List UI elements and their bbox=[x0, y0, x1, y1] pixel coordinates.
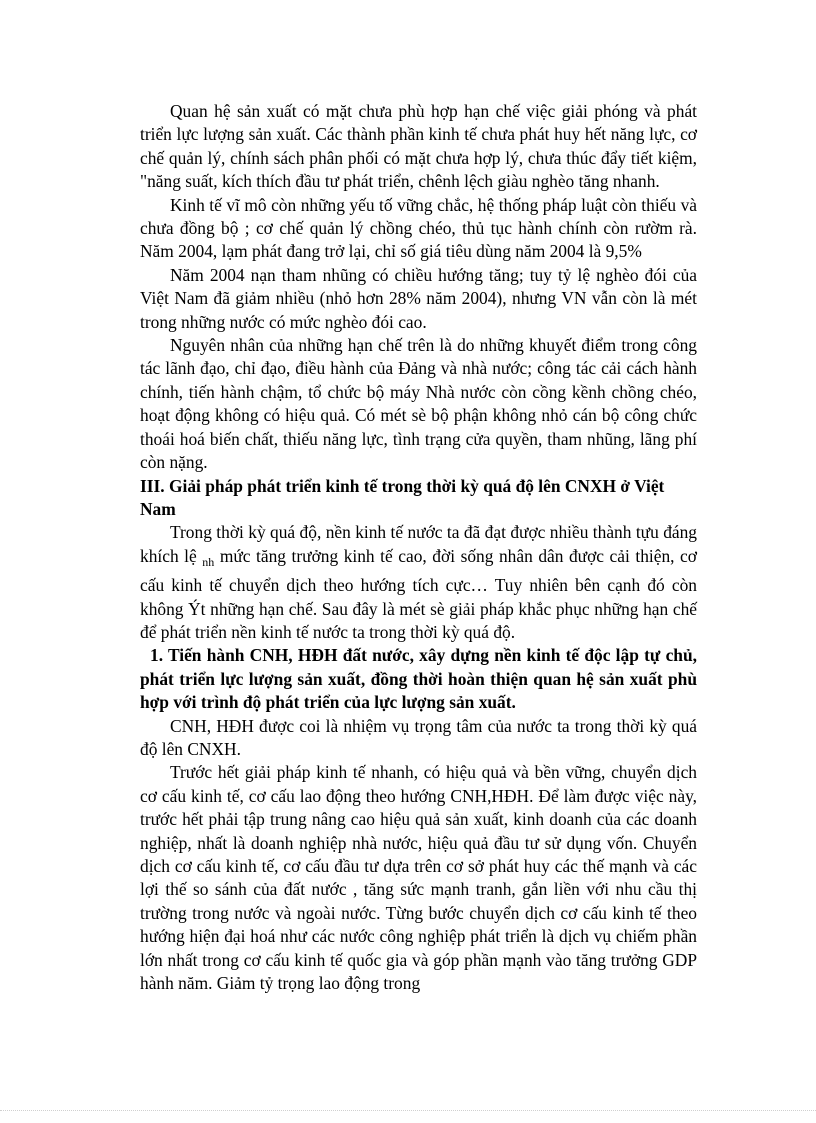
paragraph-corruption-poverty: Năm 2004 nạn tham nhũng có chiều hướng tăng; tuy tỷ lệ nghèo đói của Việt Nam đã giảm nhiều (nhỏ hơn 28% năm 2004), nhưng VN vẫn còn là mét trong những nước có mức nghèo đói cao. bbox=[140, 264, 697, 332]
page-bottom-border bbox=[0, 1110, 816, 1112]
intro-text-after: mức tăng trưởng kinh tế cao, đời sống nhân dân được cải thiện, cơ cấu kinh tế chuyển dịch theo hướng tích cực… Tuy nhiên bên cạnh đó còn không Ýt những hạn chế. Sau đây là mét sè giải pháp khắc phục những hạn chế để phát triển nền kinh tế nước ta trong thời kỳ quá độ. bbox=[140, 545, 697, 642]
section-heading: III. Giải pháp phát triển kinh tế trong thời kỳ quá độ lên CNXH ở Việt Nam bbox=[140, 475, 665, 519]
paragraph-causes: Nguyên nhân của những hạn chế trên là do những khuyết điểm trong công tác lãnh đạo, chỉ đạo, điều hành của Đảng và nhà nước; công tác cải cách hành chính, tiến hành chậm, tổ chức bộ máy Nhà nước còn cồng kềnh chồng chéo, hoạt động không có hiệu quả. Có mét sè bộ phận không nhỏ cán bộ công chức thoái hoá biến chất, thiếu năng lực, tình trạng cửa quyền, tham nhũng, lãng phí còn nặng. bbox=[140, 335, 697, 473]
intro-text-before: Trong thời kỳ quá độ, nền kinh tế nước ta đã đạt được nhiều thành tựu đáng khích lệ bbox=[140, 522, 697, 566]
document-body bbox=[140, 100, 697, 995]
paragraph-economic-solutions: Trước hết giải pháp kinh tế nhanh, có hiệu quả và bền vững, chuyển dịch cơ cấu kinh tế, cơ cấu lao động theo hướng CNH,HĐH. Để làm được việc này, trước hết phải tập trung nâng cao hiệu quả sản xuất, kinh doanh của các doanh nghiệp, nhất là doanh nghiệp nhà nước, hiệu quả đầu tư sử dụng vốn. Chuyển dịch cơ cấu kinh tế, cơ cấu đầu tư dựa trên cơ sở phát huy các thế mạnh và các lợi thế so sánh của đất nước , tăng sức mạnh tranh, gắn liền với nhu cầu thị trường trong nước và ngoài nước. Từng bước chuyển dịch cơ cấu kinh tế theo hướng hiện đại hoá như các nước công nghiệp phát triển là dịch vụ chiếm phần lớn nhất trong cơ cấu kinh tế quốc gia và góp phần mạnh vào tăng trưởng GDP hành năm. Giảm tỷ trọng lao động trong bbox=[140, 762, 697, 994]
paragraph-section-intro bbox=[140, 521, 697, 644]
paragraph-cnh-hdh: CNH, HĐH được coi là nhiệm vụ trọng tâm của nước ta trong thời kỳ quá độ lên CNXH. bbox=[140, 715, 697, 759]
intro-subscript: nh bbox=[202, 554, 215, 569]
paragraph-production-relations: Quan hệ sản xuất có mặt chưa phù hợp hạn chế việc giải phóng và phát triển lực lượng sản xuất. Các thành phần kinh tế chưa phát huy hết năng lực, cơ chế quản lý, chính sách phân phối có mặt chưa hợp lý, chưa thúc đẩy tiết kiệm, "năng suất, kích thích đầu tư phát triển, chênh lệch giàu nghèo tăng nhanh. bbox=[140, 101, 697, 192]
subheading-industrialization: 1. Tiến hành CNH, HĐH đất nước, xây dựng nền kinh tế độc lập tự chủ, phát triển lực lượng sản xuất, đồng thời hoàn thiện quan hệ sản xuất phù hợp với trình độ phát triển của lực lượng sản xuất. bbox=[140, 645, 697, 713]
paragraph-macroeconomy: Kinh tế vĩ mô còn những yếu tố vững chắc, hệ thống pháp luật còn thiếu và chưa đồng bộ ; cơ chế quản lý chồng chéo, thủ tục hành chính còn rườm rà. Năm 2004, lạm phát đang trở lại, chỉ số giá tiêu dùng năm 2004 là 9,5% bbox=[140, 194, 697, 262]
